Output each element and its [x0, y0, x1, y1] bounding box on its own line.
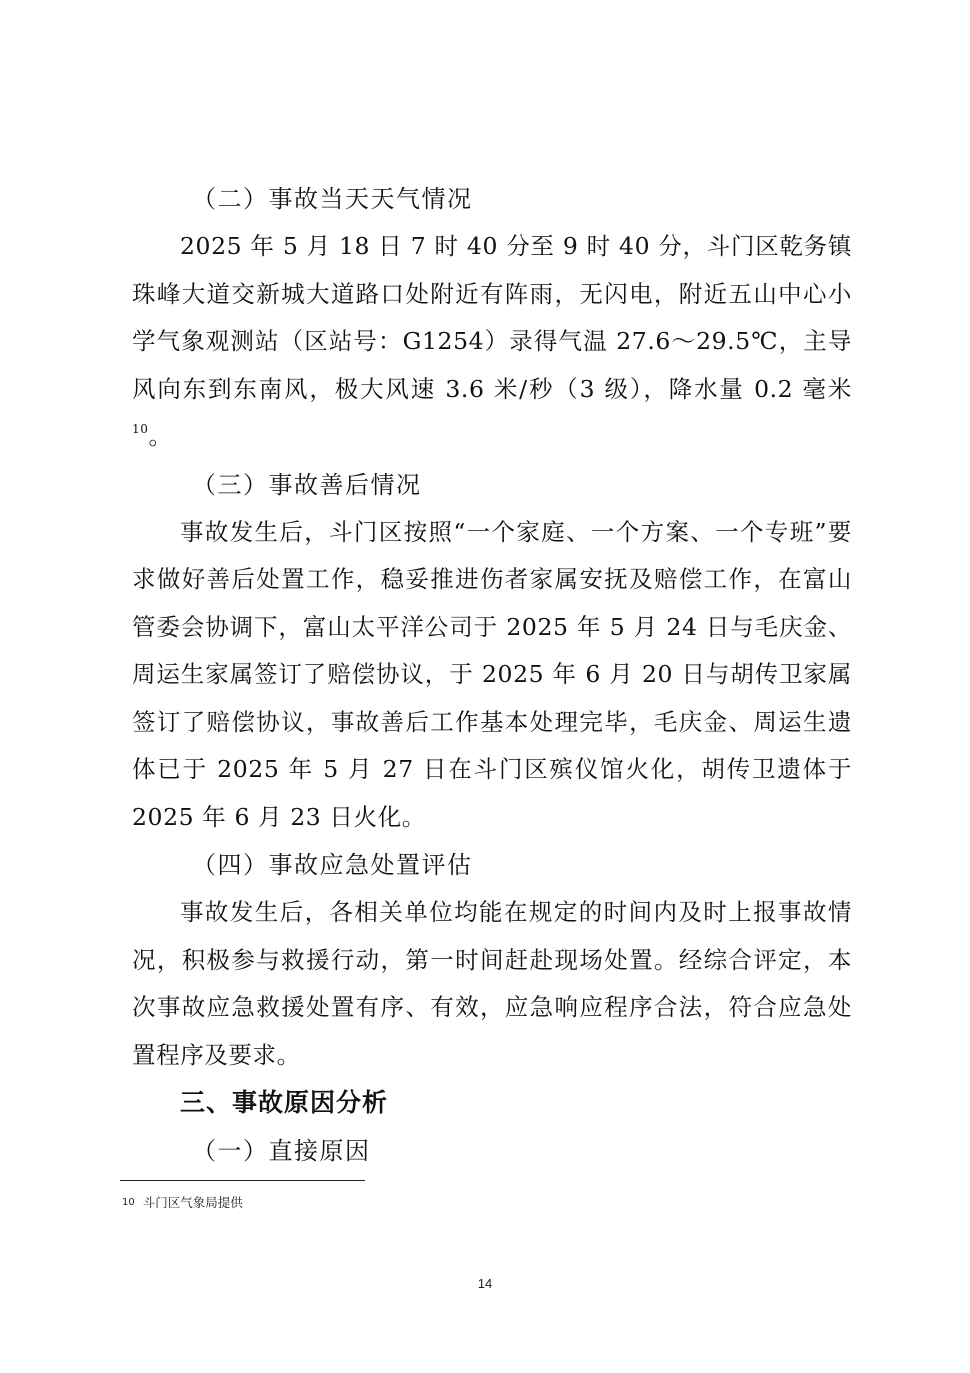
aftermath-heading: （三）事故善后情况	[192, 470, 422, 499]
cause-analysis-heading: 三、事故原因分析	[180, 1088, 389, 1117]
aftermath-paragraph: 事故发生后，斗门区按照“一个家庭、一个方案、一个专班”要求做好善后处置工作，稳妥推进伤者家属安抚及赔偿工作，在富山管委会协调下，富山太平洋公司于 2025 年 5 月 24 日与毛庆金、周运生家属签订了赔偿协议，于 2025 年 6 月 20 日与胡传卫家属签订了赔偿协议，事故善后工作基本处理完毕，毛庆金、周运生遗体已于 2025 年 5 月 27 日在斗门区殡仪馆火化，胡传卫遗体于 2025 年 6 月 23 日火化。	[132, 517, 852, 831]
footnote-text: 斗门区气象局提供	[142, 1195, 243, 1210]
emergency-heading: （四）事故应急处置评估	[192, 851, 473, 879]
footnote-divider	[120, 1180, 365, 1181]
footnote	[122, 1193, 243, 1211]
emergency-paragraph: 事故发生后，各相关单位均能在规定的时间内及时上报事故情况，积极参与救援行动，第一时间赶赴现场处置。经综合评定，本次事故应急救援处置有序、有效，应急响应程序合法，符合应急处置程序及要求。	[132, 898, 852, 1069]
page-number: 14	[477, 1276, 493, 1291]
direct-cause-heading: （一）直接原因	[192, 1137, 371, 1165]
body-text	[132, 175, 852, 1175]
weather-paragraph	[132, 223, 852, 461]
footnote-number: 10	[122, 1197, 135, 1208]
footnote-reference[interactable]: 10	[132, 422, 149, 436]
weather-text-end: 。	[148, 422, 173, 450]
weather-text: 2025 年 5 月 18 日 7 时 40 分至 9 时 40 分，斗门区乾务镇珠峰大道交新城大道路口处附近有阵雨，无闪电，附近五山中心小学气象观测站（区站号：G1254）录得气温 27.6～29.5℃，主导风向东到东南风，极大风速 3.6 米/秒（3 级），降水量 0.2 毫米	[132, 232, 852, 403]
weather-heading: （二）事故当天天气情况	[192, 185, 473, 213]
